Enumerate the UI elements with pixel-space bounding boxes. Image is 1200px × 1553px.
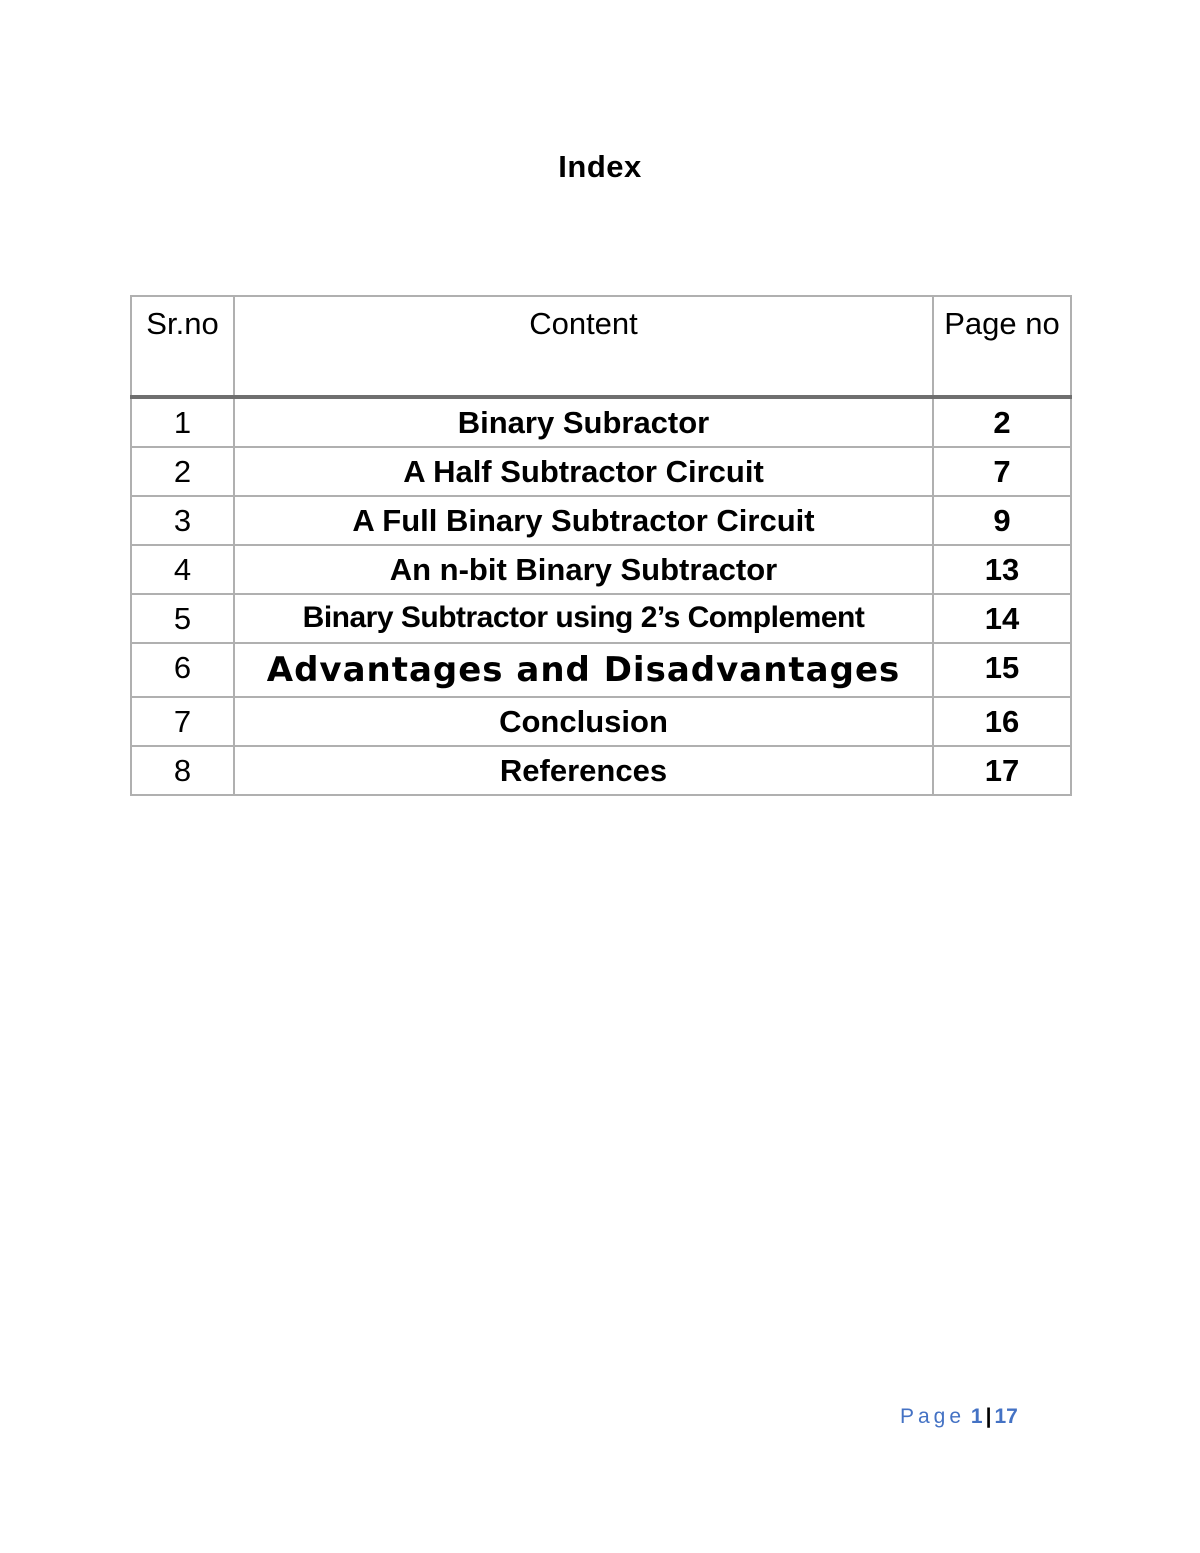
row-sr-no: 7 <box>131 697 234 746</box>
row-page-no: 16 <box>933 697 1071 746</box>
table-row <box>131 746 1071 795</box>
row-content: A Half Subtractor Circuit <box>234 447 933 496</box>
footer-current-page: 1 <box>970 1405 983 1428</box>
row-sr-no: 5 <box>131 594 234 643</box>
table-row <box>131 496 1071 545</box>
header-page-no: Page no <box>933 296 1071 397</box>
table-row <box>131 397 1071 447</box>
row-sr-no: 8 <box>131 746 234 795</box>
footer-separator: | <box>985 1405 992 1428</box>
header-content: Content <box>234 296 933 397</box>
row-content: Conclusion <box>234 697 933 746</box>
table-row <box>131 447 1071 496</box>
footer-total-pages: 17 <box>994 1405 1018 1428</box>
table-row <box>131 643 1071 697</box>
row-sr-no: 2 <box>131 447 234 496</box>
row-content: An n-bit Binary Subtractor <box>234 545 933 594</box>
table-row <box>131 545 1071 594</box>
row-content: Binary Subtractor using 2’s Complement <box>234 594 933 643</box>
page-title: Index <box>558 149 642 184</box>
index-table <box>130 295 1072 796</box>
row-page-no: 17 <box>933 746 1071 795</box>
row-sr-no: 6 <box>131 643 234 697</box>
row-page-no: 7 <box>933 447 1071 496</box>
row-content: References <box>234 746 933 795</box>
row-sr-no: 1 <box>131 397 234 447</box>
row-page-no: 2 <box>933 397 1071 447</box>
row-page-no: 15 <box>933 643 1071 697</box>
row-page-no: 13 <box>933 545 1071 594</box>
row-content: Advantages and Disadvantages <box>234 643 933 697</box>
header-sr-no: Sr.no <box>131 296 234 397</box>
page-footer <box>900 1402 1018 1432</box>
row-content: A Full Binary Subtractor Circuit <box>234 496 933 545</box>
table-row <box>131 697 1071 746</box>
row-page-no: 14 <box>933 594 1071 643</box>
row-sr-no: 4 <box>131 545 234 594</box>
table-header-row <box>131 296 1071 397</box>
table-row <box>131 594 1071 643</box>
footer-page-word: Page <box>900 1405 966 1428</box>
row-content: Binary Subractor <box>234 397 933 447</box>
row-page-no: 9 <box>933 496 1071 545</box>
row-sr-no: 3 <box>131 496 234 545</box>
